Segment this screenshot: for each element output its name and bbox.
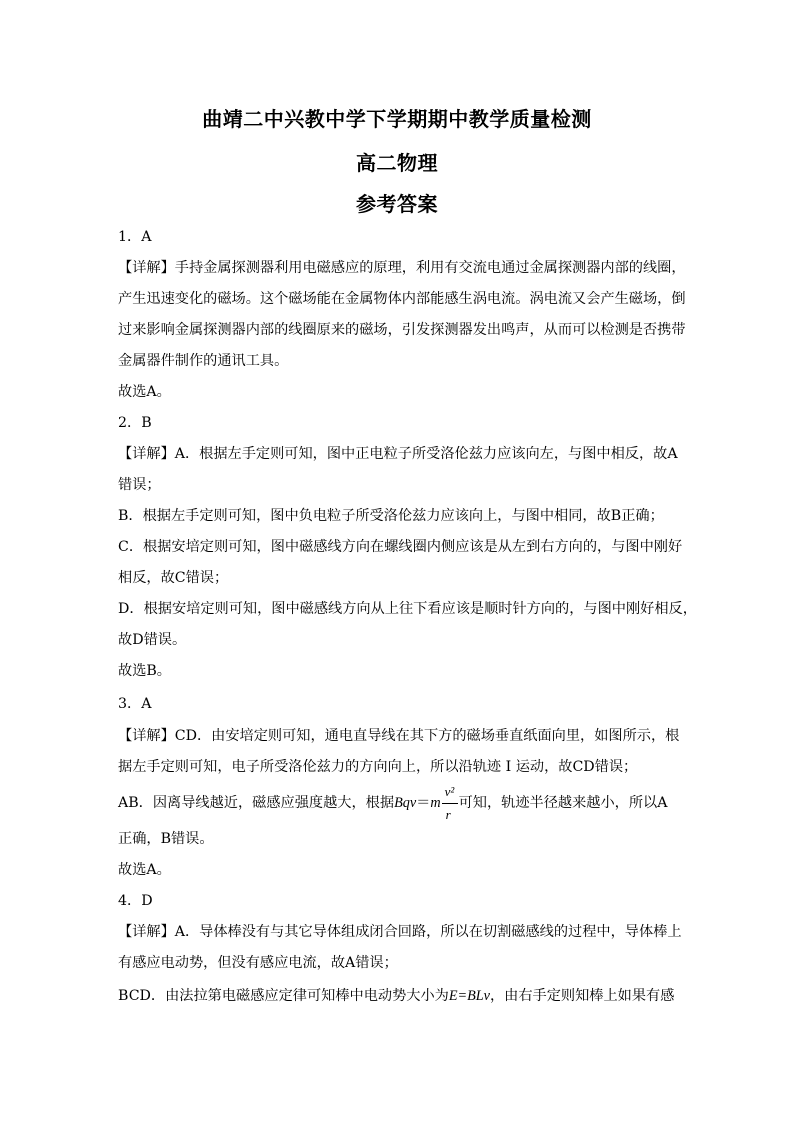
- q3-formula-lhs: Bqv: [394, 795, 417, 811]
- q1-conclusion: 故选A。: [118, 384, 171, 400]
- q2-detail-line: 【详解】A．根据左手定则可知，图中正电粒子所受洛伦兹力应该向左，与图中相反，故A: [118, 446, 678, 462]
- q2-detail-line: 故D错误。: [118, 632, 187, 648]
- q2-detail-line: 错误；: [118, 477, 161, 493]
- q1-detail-line: 【详解】手持金属探测器利用电磁感应的原理，利用有交流电通过金属探测器内部的线圈，: [118, 260, 686, 276]
- q1-detail-line: 金属器件制作的通讯工具。: [118, 353, 289, 369]
- q2-detail-line: D．根据安培定则可知，图中磁感线方向从上往下看应该是顺时针方向的，与图中刚好相反，: [118, 601, 697, 617]
- q3-fraction-denominator: r: [445, 807, 451, 822]
- q2-detail-line: C．根据安培定则可知，图中磁感线方向在螺线圈内侧应该是从左到右方向的，与图中刚好: [118, 539, 683, 555]
- q3-number: 3．A: [118, 696, 152, 712]
- q1-number: 1．A: [118, 229, 152, 245]
- q1-detail-line: 过来影响金属探测器内部的线圈原来的磁场，引发探测器发出鸣声，从而可以检测是否携带: [118, 322, 686, 338]
- q1-detail-line: 产生迅速变化的磁场。这个磁场能在金属物体内部能感生涡电流。涡电流又会产生磁场，倒: [118, 291, 686, 307]
- q2-detail-line: 相反，故C错误；: [118, 570, 229, 586]
- q2-detail-line: B．根据左手定则可知，图中负电粒子所受洛伦兹力应该向上，与图中相同，故B正确；: [118, 508, 664, 524]
- q2-conclusion: 故选B。: [118, 663, 171, 679]
- q4-detail-line: 【详解】A．导体棒没有与其它导体组成闭合回路，所以在切割磁感线的过程中，导体棒上: [118, 924, 682, 940]
- q4-detail-line: 有感应电动势，但没有感应电流，故A错误；: [118, 955, 398, 971]
- q3-text-pre: AB．因离导线越近，磁感应强度越大，根据: [118, 795, 395, 811]
- q3-detail-line: 据左手定则可知，电子所受洛伦兹力的方向向上，所以沿轨迹 I 运动，故CD错误；: [118, 759, 638, 775]
- q3-formula-line: [118, 784, 688, 822]
- q3-conclusion: 故选A。: [118, 862, 171, 878]
- q3-formula-equals: ＝: [416, 795, 431, 811]
- q3-detail-line: 【详解】CD．由安培定则可知，通电直导线在其下方的磁场垂直纸面向里，如图所示，根: [118, 728, 680, 744]
- q4-formula: E=BLv: [448, 988, 490, 1004]
- q3-fraction-numerator: v²: [444, 784, 455, 799]
- fraction-bar: [442, 803, 458, 804]
- answer-key-title: 参考答案: [356, 192, 438, 216]
- q4-formula-line: [118, 986, 688, 1006]
- q4-text-pre: BCD．由法拉第电磁感应定律可知棒中电动势大小为: [118, 988, 449, 1004]
- q4-text-post: ，由右手定则知棒上如果有感: [489, 988, 675, 1004]
- q3-formula-m: m: [430, 795, 441, 811]
- q3-text-post: 可知，轨迹半径越来越小，所以A: [458, 795, 668, 811]
- q3-fraction: [441, 784, 459, 822]
- school-exam-title: 曲靖二中兴教中学下学期期中教学质量检测: [202, 107, 592, 131]
- subject-title: 高二物理: [356, 151, 438, 175]
- q2-number: 2．B: [118, 415, 152, 431]
- q4-number: 4．D: [118, 893, 153, 909]
- q3-detail-line: 正确，B错误。: [118, 831, 214, 847]
